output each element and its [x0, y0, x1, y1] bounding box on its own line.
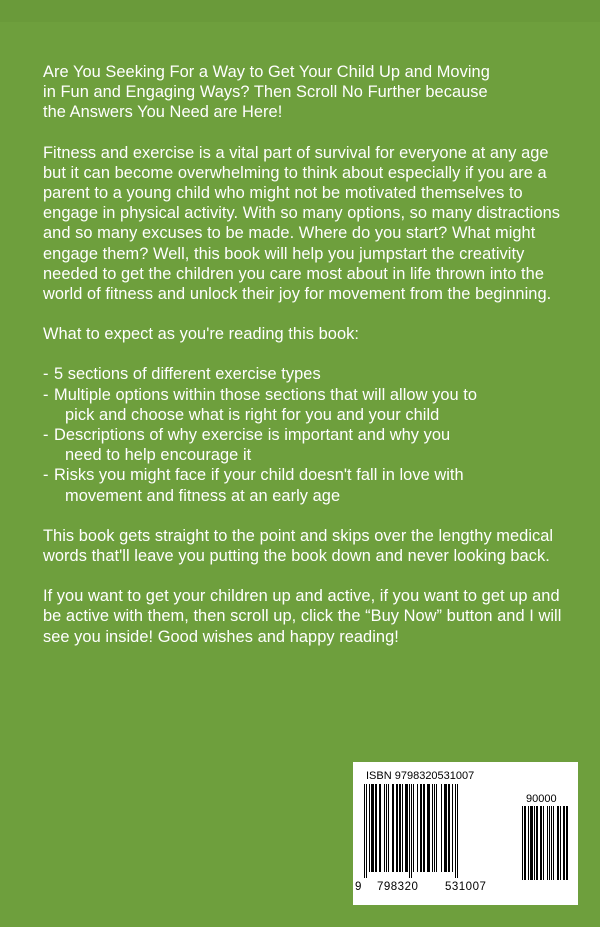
barcode-bar: [420, 784, 422, 872]
barcode-bar: [563, 806, 565, 880]
barcode-bar: [417, 784, 418, 872]
barcode-bar: [549, 806, 550, 880]
barcode-bar: [452, 784, 453, 872]
barcode-bar: [436, 784, 437, 872]
barcode-bar: [371, 784, 374, 872]
barcode-bar: [448, 784, 450, 872]
barcode-bar: [427, 784, 430, 872]
price-code: 90000: [526, 793, 557, 805]
list-item-text-cont: movement and fitness at an early age: [65, 486, 341, 505]
list-item: - Multiple options within those sections that will allow you to pick and choose what is right for you and your child: [43, 385, 563, 425]
list-item-text: Multiple options within those sections that will allow you to: [54, 385, 478, 404]
straight-paragraph: This book gets straight to the point and skips over the lengthy medical words that'll leave you putting the book down and never looking back.: [43, 526, 554, 566]
expect-heading: What to expect as you're reading this book:: [43, 325, 359, 344]
headline-line-1: Are You Seeking For a Way to Get Your Child Up and Moving: [43, 63, 490, 81]
barcode-bar: [405, 784, 408, 872]
barcode-digit-first: 9: [355, 881, 362, 893]
list-item: - Descriptions of why exercise is important and why you need to help encourage it: [43, 425, 563, 465]
barcode-bar: [540, 806, 542, 880]
headline-line-2: in Fun and Engaging Ways? Then Scroll No Further because: [43, 83, 488, 102]
barcode-bar: [379, 784, 381, 872]
expect-list: [43, 364, 563, 505]
barcode-bar: [566, 806, 568, 880]
barcode-bar: [551, 806, 552, 880]
closing-paragraph: If you want to get your children up and active, if you want to get up and be active with them, then scroll up, click the “Buy Now” button and I will see you inside! Good wishes and happy reading!: [43, 587, 562, 646]
barcode-bar: [411, 784, 412, 878]
barcode-bar: [396, 784, 398, 872]
barcode-bar: [441, 784, 442, 872]
barcode-bar: [388, 784, 389, 872]
barcode-box: [353, 762, 578, 905]
barcode-bar: [455, 784, 456, 878]
barcode-bar: [392, 784, 394, 872]
intro-paragraph: Fitness and exercise is a vital part of survival for everyone at any age but it can become overwhelming to think about especially if you are a parent to a young child who might not be motivated themselves to engage in physical activity. With so many options, so many distractions and so many excuses to be made. Where do you start? What might engage them? Well, this book will help you jumpstart the creativity needed to get the children you care most about in life thrown into the world of fitness and unlock their joy for movement from the beginning.: [43, 143, 561, 304]
isbn-label: ISBN 9798320531007: [366, 770, 475, 782]
list-item-text: Descriptions of why exercise is important and why you: [54, 426, 451, 445]
barcode-bar: [553, 806, 554, 880]
barcode-bar: [369, 784, 370, 872]
barcode-bar: [560, 806, 561, 880]
barcode-bar: [522, 806, 523, 880]
barcode-bar: [366, 784, 367, 878]
ean-barcode-bars: [364, 784, 516, 880]
list-item: - 5 sections of different exercise types: [43, 364, 563, 384]
barcode-bar: [457, 784, 458, 878]
barcode-bar: [524, 806, 526, 880]
addon-barcode-bars: [522, 806, 570, 880]
barcode-bar: [536, 806, 538, 880]
list-item-text: 5 sections of different exercise types: [54, 365, 321, 384]
headline: [43, 62, 563, 123]
barcode-digits-left: 798320: [377, 881, 419, 893]
barcode-bar: [530, 806, 533, 880]
barcode-bar: [413, 784, 414, 872]
barcode-bar: [557, 806, 559, 880]
barcode-bar: [434, 784, 435, 872]
barcode-bar: [528, 806, 529, 880]
barcode-bar: [409, 784, 410, 878]
barcode-digits-right: 531007: [445, 881, 487, 893]
list-item-text: Risks you might face if your child doesn't fall in love with: [54, 466, 464, 485]
headline-line-3: the Answers You Need are Here!: [43, 103, 283, 122]
barcode-bar: [543, 806, 544, 880]
barcode-bar: [386, 784, 387, 872]
barcode-bar: [534, 806, 535, 880]
barcode-bar: [444, 784, 447, 872]
barcode-bar: [402, 784, 403, 872]
list-item: - Risks you might face if your child doesn't fall in love with movement and fitness at an early age: [43, 465, 563, 505]
barcode-bar: [384, 784, 385, 872]
barcode-bar: [432, 784, 433, 872]
top-strip: [0, 0, 600, 22]
list-item-text-cont: pick and choose what is right for you and your child: [65, 405, 440, 424]
barcode-bar: [375, 784, 377, 872]
barcode-bar: [423, 784, 425, 872]
barcode-bar: [364, 784, 365, 878]
list-item-text-cont: need to help encourage it: [65, 446, 252, 465]
barcode-bar: [399, 784, 401, 872]
back-cover-blurb: [43, 62, 563, 667]
barcode-bar: [547, 806, 548, 880]
